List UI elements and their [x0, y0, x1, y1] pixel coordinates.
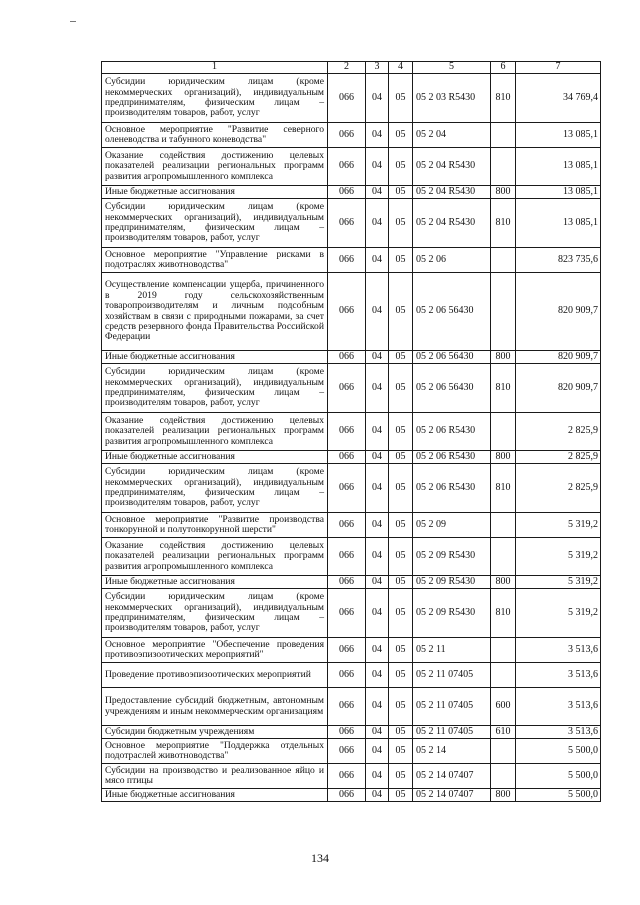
table-row — [102, 273, 601, 351]
table-row — [102, 364, 601, 413]
row-col-7: 34 769,4 — [516, 74, 601, 123]
row-col-4: 05 — [389, 739, 413, 764]
row-col-7: 13 085,1 — [516, 199, 601, 248]
row-col-3: 04 — [366, 413, 389, 451]
row-col-4: 05 — [389, 764, 413, 789]
budget-table — [101, 61, 601, 802]
row-name: Иные бюджетные ассигнования — [102, 789, 328, 802]
row-col-5: 05 2 06 R5430 — [413, 451, 491, 464]
header-col-4: 4 — [389, 62, 413, 74]
row-col-3: 04 — [366, 74, 389, 123]
row-col-2: 066 — [328, 739, 366, 764]
row-col-2: 066 — [328, 148, 366, 186]
row-col-2: 066 — [328, 538, 366, 576]
row-name: Субсидии на производство и реализованное яйцо и мясо птицы — [102, 764, 328, 789]
row-col-4: 05 — [389, 273, 413, 351]
row-col-4: 05 — [389, 148, 413, 186]
row-col-6 — [491, 413, 516, 451]
row-col-2: 066 — [328, 688, 366, 726]
row-col-2: 066 — [328, 576, 366, 589]
row-col-3: 04 — [366, 589, 389, 638]
row-col-5: 05 2 04 R5430 — [413, 186, 491, 199]
row-col-7: 823 735,6 — [516, 248, 601, 273]
row-col-4: 05 — [389, 74, 413, 123]
row-col-2: 066 — [328, 199, 366, 248]
row-col-5: 05 2 04 R5430 — [413, 199, 491, 248]
row-col-7: 13 085,1 — [516, 186, 601, 199]
table-row — [102, 148, 601, 186]
row-col-3: 04 — [366, 576, 389, 589]
row-col-6: 810 — [491, 74, 516, 123]
row-col-5: 05 2 06 56430 — [413, 273, 491, 351]
row-col-6 — [491, 273, 516, 351]
row-col-7: 820 909,7 — [516, 364, 601, 413]
row-col-5: 05 2 03 R5430 — [413, 74, 491, 123]
row-col-3: 04 — [366, 538, 389, 576]
row-col-5: 05 2 04 R5430 — [413, 148, 491, 186]
row-col-5: 05 2 06 — [413, 248, 491, 273]
row-col-5: 05 2 04 — [413, 123, 491, 148]
row-col-6 — [491, 513, 516, 538]
row-col-4: 05 — [389, 123, 413, 148]
row-col-3: 04 — [366, 726, 389, 739]
row-col-3: 04 — [366, 764, 389, 789]
table-row — [102, 464, 601, 513]
header-row — [102, 62, 601, 74]
row-col-2: 066 — [328, 186, 366, 199]
table-row — [102, 638, 601, 663]
row-col-5: 05 2 06 56430 — [413, 351, 491, 364]
row-name: Основное мероприятие "Развитие северного оленеводства и табунного коневодства" — [102, 123, 328, 148]
table-row — [102, 764, 601, 789]
row-name: Предоставление субсидий бюджетным, автономным учреждениям и иным некоммерческим организациям — [102, 688, 328, 726]
row-col-6: 800 — [491, 576, 516, 589]
row-name: Субсидии юридическим лицам (кроме некоммерческих организаций), индивидуальным предпринимателям, физическим лицам – производителям товаров, работ, услуг — [102, 74, 328, 123]
table-row — [102, 123, 601, 148]
header-col-6: 6 — [491, 62, 516, 74]
table-row — [102, 413, 601, 451]
row-col-6 — [491, 739, 516, 764]
row-col-2: 066 — [328, 513, 366, 538]
header-col-1: 1 — [102, 62, 328, 74]
row-col-3: 04 — [366, 199, 389, 248]
row-col-7: 5 319,2 — [516, 513, 601, 538]
row-col-2: 066 — [328, 764, 366, 789]
row-col-3: 04 — [366, 688, 389, 726]
table-row — [102, 248, 601, 273]
header-col-5: 5 — [413, 62, 491, 74]
row-col-5: 05 2 11 07405 — [413, 726, 491, 739]
row-col-7: 5 319,2 — [516, 538, 601, 576]
row-col-6 — [491, 248, 516, 273]
row-name: Субсидии юридическим лицам (кроме некоммерческих организаций), индивидуальным предпринимателям, физическим лицам – производителям товаров, работ, услуг — [102, 464, 328, 513]
row-col-4: 05 — [389, 688, 413, 726]
row-col-2: 066 — [328, 74, 366, 123]
row-name: Осуществление компенсации ущерба, причиненного в 2019 году сельскохозяйственным товаропроизводителям и личным подсобным хозяйствам в связи с природными пожарами, за счет средств резервного фонда Правительства Российской Федерации — [102, 273, 328, 351]
row-col-7: 5 319,2 — [516, 576, 601, 589]
row-col-5: 05 2 11 07405 — [413, 663, 491, 688]
row-col-6: 800 — [491, 789, 516, 802]
table-row — [102, 351, 601, 364]
table-row — [102, 663, 601, 688]
header-col-2: 2 — [328, 62, 366, 74]
row-col-5: 05 2 06 R5430 — [413, 464, 491, 513]
row-col-3: 04 — [366, 789, 389, 802]
row-col-3: 04 — [366, 351, 389, 364]
row-col-2: 066 — [328, 273, 366, 351]
row-name: Оказание содействия достижению целевых показателей реализации региональных программ развития агропромышленного комплекса — [102, 413, 328, 451]
row-col-7: 3 513,6 — [516, 638, 601, 663]
row-col-3: 04 — [366, 638, 389, 663]
header-col-7: 7 — [516, 62, 601, 74]
table-row — [102, 688, 601, 726]
row-col-6 — [491, 764, 516, 789]
row-name: Проведение противоэпизоотических мероприятий — [102, 663, 328, 688]
table-row — [102, 538, 601, 576]
row-col-4: 05 — [389, 413, 413, 451]
row-col-2: 066 — [328, 464, 366, 513]
row-name: Иные бюджетные ассигнования — [102, 186, 328, 199]
row-col-4: 05 — [389, 351, 413, 364]
row-col-3: 04 — [366, 248, 389, 273]
row-col-5: 05 2 09 R5430 — [413, 538, 491, 576]
row-col-4: 05 — [389, 186, 413, 199]
table-row — [102, 199, 601, 248]
row-col-5: 05 2 09 — [413, 513, 491, 538]
table-row — [102, 451, 601, 464]
row-name: Субсидии юридическим лицам (кроме некоммерческих организаций), индивидуальным предпринимателям, физическим лицам – производителям товаров, работ, услуг — [102, 199, 328, 248]
row-col-3: 04 — [366, 273, 389, 351]
header-col-3: 3 — [366, 62, 389, 74]
row-col-6: 810 — [491, 199, 516, 248]
table-row — [102, 739, 601, 764]
row-col-4: 05 — [389, 199, 413, 248]
row-col-4: 05 — [389, 663, 413, 688]
row-col-2: 066 — [328, 123, 366, 148]
row-col-2: 066 — [328, 789, 366, 802]
row-col-7: 5 319,2 — [516, 589, 601, 638]
row-name: Субсидии юридическим лицам (кроме некоммерческих организаций), индивидуальным предпринимателям, физическим лицам – производителям товаров, работ, услуг — [102, 589, 328, 638]
row-col-3: 04 — [366, 513, 389, 538]
row-col-6: 800 — [491, 351, 516, 364]
row-col-3: 04 — [366, 186, 389, 199]
table-row — [102, 74, 601, 123]
row-col-6 — [491, 663, 516, 688]
row-name: Основное мероприятие "Управление рисками в подотраслях животноводства" — [102, 248, 328, 273]
row-name: Иные бюджетные ассигнования — [102, 351, 328, 364]
row-col-3: 04 — [366, 739, 389, 764]
row-name: Оказание содействия достижению целевых показателей реализации региональных программ развития агропромышленного комплекса — [102, 148, 328, 186]
row-col-6: 810 — [491, 364, 516, 413]
row-col-5: 05 2 11 — [413, 638, 491, 663]
row-col-7: 820 909,7 — [516, 273, 601, 351]
row-col-6: 810 — [491, 589, 516, 638]
row-col-7: 820 909,7 — [516, 351, 601, 364]
row-col-2: 066 — [328, 451, 366, 464]
row-col-3: 04 — [366, 123, 389, 148]
row-col-4: 05 — [389, 576, 413, 589]
row-col-5: 05 2 09 R5430 — [413, 576, 491, 589]
row-col-6: 810 — [491, 464, 516, 513]
table-row — [102, 576, 601, 589]
table-row — [102, 726, 601, 739]
row-col-4: 05 — [389, 451, 413, 464]
row-col-4: 05 — [389, 638, 413, 663]
table-row — [102, 589, 601, 638]
row-col-2: 066 — [328, 364, 366, 413]
row-name: Оказание содействия достижению целевых показателей реализации региональных программ развития агропромышленного комплекса — [102, 538, 328, 576]
table-row — [102, 186, 601, 199]
row-name: Субсидии бюджетным учреждениям — [102, 726, 328, 739]
scan-mark — [70, 21, 76, 22]
row-col-7: 3 513,6 — [516, 688, 601, 726]
row-col-6 — [491, 148, 516, 186]
row-col-2: 066 — [328, 663, 366, 688]
row-col-7: 5 500,0 — [516, 739, 601, 764]
row-col-6: 800 — [491, 451, 516, 464]
row-col-4: 05 — [389, 464, 413, 513]
row-name: Основное мероприятие "Поддержка отдельных подотраслей животноводства" — [102, 739, 328, 764]
row-name: Основное мероприятие "Развитие производства тонкорунной и полутонкорунной шерсти" — [102, 513, 328, 538]
row-col-3: 04 — [366, 464, 389, 513]
row-col-4: 05 — [389, 538, 413, 576]
row-name: Иные бюджетные ассигнования — [102, 451, 328, 464]
row-col-5: 05 2 14 — [413, 739, 491, 764]
row-col-6: 600 — [491, 688, 516, 726]
row-col-2: 066 — [328, 248, 366, 273]
row-col-3: 04 — [366, 364, 389, 413]
row-col-4: 05 — [389, 513, 413, 538]
row-col-6 — [491, 123, 516, 148]
row-col-7: 2 825,9 — [516, 464, 601, 513]
row-col-3: 04 — [366, 148, 389, 186]
row-col-2: 066 — [328, 413, 366, 451]
row-col-3: 04 — [366, 451, 389, 464]
row-col-4: 05 — [389, 789, 413, 802]
row-name: Основное мероприятие "Обеспечение проведения противоэпизоотических мероприятий" — [102, 638, 328, 663]
row-col-6 — [491, 638, 516, 663]
table-row — [102, 513, 601, 538]
table-row — [102, 789, 601, 802]
row-col-5: 05 2 09 R5430 — [413, 589, 491, 638]
row-col-6: 610 — [491, 726, 516, 739]
row-name: Субсидии юридическим лицам (кроме некоммерческих организаций), индивидуальным предпринимателям, физическим лицам – производителям товаров, работ, услуг — [102, 364, 328, 413]
row-col-2: 066 — [328, 589, 366, 638]
row-col-6 — [491, 538, 516, 576]
row-col-7: 5 500,0 — [516, 764, 601, 789]
row-col-5: 05 2 06 56430 — [413, 364, 491, 413]
row-col-7: 13 085,1 — [516, 123, 601, 148]
row-col-5: 05 2 14 07407 — [413, 789, 491, 802]
row-col-5: 05 2 14 07407 — [413, 764, 491, 789]
row-col-4: 05 — [389, 726, 413, 739]
row-col-4: 05 — [389, 589, 413, 638]
row-col-7: 2 825,9 — [516, 413, 601, 451]
row-col-2: 066 — [328, 726, 366, 739]
row-col-7: 13 085,1 — [516, 148, 601, 186]
row-col-5: 05 2 06 R5430 — [413, 413, 491, 451]
row-col-7: 5 500,0 — [516, 789, 601, 802]
row-col-6: 800 — [491, 186, 516, 199]
row-col-3: 04 — [366, 663, 389, 688]
row-col-2: 066 — [328, 638, 366, 663]
row-name: Иные бюджетные ассигнования — [102, 576, 328, 589]
row-col-4: 05 — [389, 364, 413, 413]
row-col-4: 05 — [389, 248, 413, 273]
row-col-7: 3 513,6 — [516, 726, 601, 739]
row-col-5: 05 2 11 07405 — [413, 688, 491, 726]
row-col-2: 066 — [328, 351, 366, 364]
page-number: 134 — [311, 851, 329, 865]
row-col-7: 2 825,9 — [516, 451, 601, 464]
row-col-7: 3 513,6 — [516, 663, 601, 688]
